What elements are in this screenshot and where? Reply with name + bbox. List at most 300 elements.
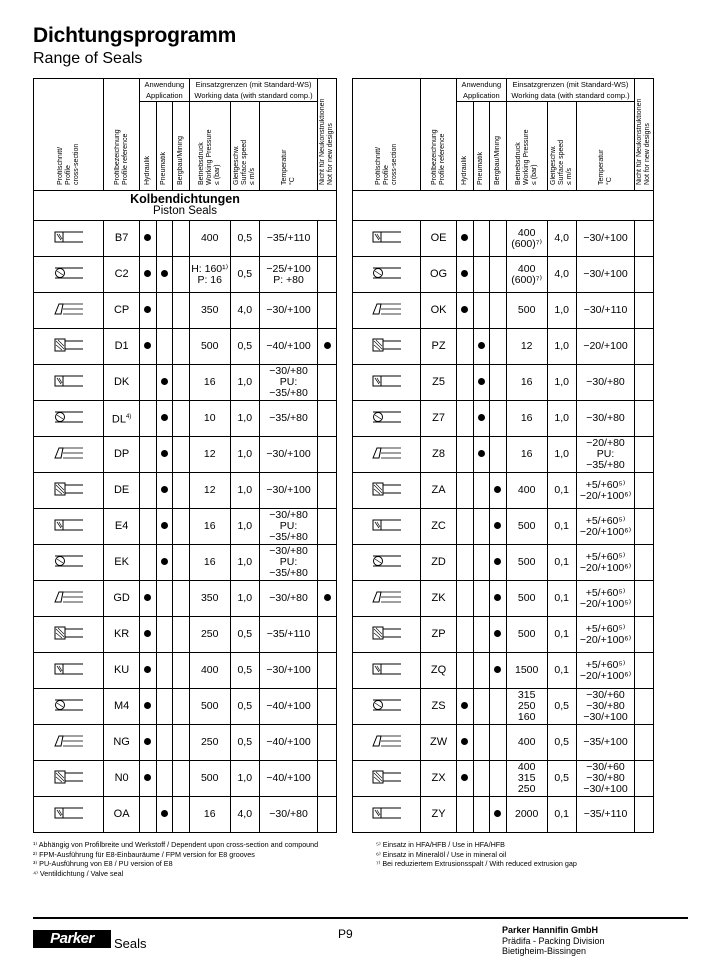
hydraulik-cell [140, 329, 156, 365]
pressure-cell: 400 (600)⁷⁾ [506, 257, 547, 293]
profile-reference: OG [429, 268, 448, 280]
indicator-dot [324, 342, 331, 349]
profile-reference: GD [113, 592, 130, 604]
profile-cell [353, 473, 421, 509]
mining-cell [490, 221, 507, 257]
table-row [353, 689, 654, 725]
seal-table-left [33, 78, 337, 833]
profile-cell [353, 689, 421, 725]
profile-cell [34, 761, 104, 797]
mining-seal-icon [370, 480, 404, 498]
new-designs-cell [318, 617, 337, 653]
mining-cell [490, 689, 507, 725]
profile-reference: N0 [114, 772, 129, 784]
pneumatik-cell [156, 437, 172, 473]
seal-table-right [352, 78, 654, 833]
logo-suffix: Seals [114, 936, 147, 951]
profile-cell [34, 689, 104, 725]
reference-cell [104, 365, 140, 401]
pressure-cell: 16 [189, 365, 230, 401]
profile-reference: KR [113, 628, 130, 640]
section-title-de: Kolbendichtungen [130, 192, 240, 206]
profile-cell [34, 509, 104, 545]
new-designs-cell [635, 545, 654, 581]
reference-footnote-mark: 4) [125, 413, 132, 420]
temperature-cell: −40/+100 [259, 761, 318, 797]
indicator-dot [161, 414, 168, 421]
profile-reference: ZX [431, 772, 446, 784]
profile-reference: Z5 [432, 376, 445, 388]
pressure-cell: 400 [506, 473, 547, 509]
table-row [34, 689, 337, 725]
profile-cell [34, 581, 104, 617]
indicator-dot [494, 810, 501, 817]
reference-cell [104, 437, 140, 473]
section-blank [353, 191, 654, 221]
hydraulik-cell [457, 581, 473, 617]
footnote: ⁶⁾ Einsatz in Mineralöl / Use in mineral oil [376, 849, 507, 859]
mining-cell [490, 797, 507, 833]
indicator-dot [494, 594, 501, 601]
mining-cell [173, 257, 190, 293]
footnote: ²⁾ FPM-Ausführung für E8-Einbauräume / FPM version for E8 grooves [33, 849, 255, 859]
col-ref-header: Profilbezeichnung Profile reference [421, 79, 457, 191]
speed-cell: 1,0 [230, 761, 259, 797]
profile-reference: ZQ [430, 664, 447, 676]
section-title-en: Piston Seals [153, 205, 217, 217]
heavy-duty-icon [370, 804, 404, 822]
profile-cell [353, 761, 421, 797]
pneumatik-cell [473, 329, 489, 365]
new-designs-cell [635, 437, 654, 473]
mining-cell [173, 365, 190, 401]
hydraulik-cell [457, 401, 473, 437]
mining-cell [173, 509, 190, 545]
pneumatik-cell [473, 401, 489, 437]
double-lip-icon [52, 372, 86, 390]
profile-reference: KU [113, 664, 130, 676]
profile-reference: Z7 [432, 412, 445, 424]
profile-reference: Z8 [432, 448, 445, 460]
hydraulik-cell [457, 761, 473, 797]
speed-cell: 1,0 [547, 329, 576, 365]
new-designs-cell [635, 221, 654, 257]
pressure-cell: 500 [189, 761, 230, 797]
profile-cell [34, 293, 104, 329]
reference-cell [421, 437, 457, 473]
indicator-dot [161, 558, 168, 565]
temperature-cell: −25/+100 P: +80 [259, 257, 318, 293]
speed-cell: 4,0 [230, 293, 259, 329]
pressure-cell: 500 [189, 329, 230, 365]
company-name: Parker Hannifin GmbH [502, 925, 599, 935]
profile-cell [353, 329, 421, 365]
hydraulik-cell [140, 473, 156, 509]
hook-seal-icon [370, 768, 404, 786]
mining-cell [173, 581, 190, 617]
table-row [34, 437, 337, 473]
reference-cell [421, 581, 457, 617]
mining-cell [490, 365, 507, 401]
pressure-cell: 16 [506, 365, 547, 401]
temperature-cell: −35/+110 [259, 221, 318, 257]
profile-cell [353, 653, 421, 689]
mining-cell [173, 725, 190, 761]
footnote: ⁴⁾ Ventildichtung / Valve seal [33, 868, 124, 878]
mining-cell [490, 617, 507, 653]
profile-reference: OK [430, 304, 447, 316]
pressure-cell: 1500 [506, 653, 547, 689]
profile-reference: ZD [431, 556, 446, 568]
profile-cell [34, 473, 104, 509]
small-lip-icon [370, 444, 404, 462]
pneumatik-cell [473, 689, 489, 725]
reference-cell [421, 221, 457, 257]
pressure-cell: 400 (600)⁷⁾ [506, 221, 547, 257]
profile-cell [34, 401, 104, 437]
col-mining-header: Bergbau/Mining [490, 102, 507, 191]
temperature-cell: −30/+80 PU: −35/+80 [259, 545, 318, 581]
col-temperature-header: Temperatur °C [259, 102, 318, 191]
pneumatik-cell [156, 365, 172, 401]
lip-seal-icon [52, 264, 86, 282]
temperature-cell: −30/+80 [576, 365, 635, 401]
pneumatik-cell [156, 473, 172, 509]
speed-cell: 0,5 [230, 725, 259, 761]
mining-cell [173, 617, 190, 653]
table-row [34, 401, 337, 437]
temperature-cell: +5/+60⁵⁾ −20/+100⁶⁾ [576, 545, 635, 581]
speed-cell: 0,1 [547, 797, 576, 833]
speed-cell: 0,1 [547, 581, 576, 617]
pressure-cell: 12 [189, 437, 230, 473]
pneumatik-cell [473, 581, 489, 617]
hydraulik-cell [457, 221, 473, 257]
pneumatik-cell [156, 221, 172, 257]
indicator-dot [461, 306, 468, 313]
new-designs-cell [318, 797, 337, 833]
indicator-dot [144, 702, 151, 709]
pneumatik-cell [473, 545, 489, 581]
col-temperature-header: Temperatur °C [576, 102, 635, 191]
footnote: ⁵⁾ Einsatz in HFA/HFB / Use in HFA/HFB [376, 840, 505, 849]
hydraulik-cell [457, 797, 473, 833]
pneumatik-cell [156, 581, 172, 617]
table-row [34, 545, 337, 581]
pneumatik-cell [473, 509, 489, 545]
pressure-cell: 500 [506, 617, 547, 653]
new-designs-cell [318, 689, 337, 725]
profile-cell [34, 257, 104, 293]
hydraulik-cell [140, 293, 156, 329]
col-pneumatik-header: Pneumatik [473, 102, 489, 191]
mining-cell [173, 689, 190, 725]
speed-cell: 0,5 [547, 761, 576, 797]
temperature-cell: −35/+110 [259, 617, 318, 653]
temperature-cell: −30/+100 [576, 221, 635, 257]
footnotes-right [376, 840, 577, 869]
profile-reference: DP [113, 448, 130, 460]
pneumatik-cell [473, 725, 489, 761]
temperature-cell: −30/+80 [576, 401, 635, 437]
pneumatik-cell [473, 473, 489, 509]
profile-reference: B7 [114, 232, 129, 244]
speed-cell: 0,5 [230, 617, 259, 653]
new-designs-cell [318, 725, 337, 761]
footnote: ³⁾ PU-Ausführung von E8 / PU version of E8 [33, 859, 173, 868]
reference-cell [104, 725, 140, 761]
table-row [34, 473, 337, 509]
pressure-cell: 16 [189, 545, 230, 581]
col-speed-header: Gleitgeschw. Surface speed ≤ m/s [547, 102, 576, 191]
v-packing-icon [52, 732, 86, 750]
indicator-dot [494, 666, 501, 673]
profile-cell [353, 293, 421, 329]
speed-cell: 0,5 [547, 689, 576, 725]
wiper-combo-icon [370, 732, 404, 750]
profile-reference: DK [113, 376, 130, 388]
profile-cell [34, 545, 104, 581]
profile-reference: ZS [431, 700, 446, 712]
footnote: ¹⁾ Abhängig von Profilbreite und Werkstoff / Dependent upon cross-section and compound [33, 840, 319, 849]
footnotes-left [33, 840, 318, 878]
valve-seal-icon [52, 408, 86, 426]
u-ring-icon [52, 588, 86, 606]
temperature-cell: −30/+80 PU: −35/+80 [259, 509, 318, 545]
pressure-cell: 500 [189, 689, 230, 725]
new-designs-cell [635, 617, 654, 653]
table-row [34, 293, 337, 329]
hydraulik-cell [457, 545, 473, 581]
hydraulik-cell [140, 221, 156, 257]
table-row [34, 797, 337, 833]
profile-cell [353, 401, 421, 437]
col-new-designs-header: Nicht für Neukonstruktionen Not for new designs [635, 79, 654, 191]
profile-reference: EK [114, 556, 129, 568]
mining-cell [490, 437, 507, 473]
compact-seal-icon [52, 516, 86, 534]
profile-cell [353, 581, 421, 617]
mining-seal-3-icon [370, 552, 404, 570]
hydraulik-cell [457, 653, 473, 689]
page-subtitle: Range of Seals [33, 50, 143, 67]
indicator-dot [461, 774, 468, 781]
table-row [353, 221, 654, 257]
pressure-cell: 500 [506, 581, 547, 617]
pressure-cell: 16 [189, 509, 230, 545]
pneumatik-cell [473, 797, 489, 833]
reference-cell [104, 545, 140, 581]
pneumatik-cell [156, 761, 172, 797]
profile-reference: ZW [429, 736, 448, 748]
company-block [502, 925, 605, 957]
profile-reference: OE [430, 232, 447, 244]
table-row [34, 617, 337, 653]
new-designs-cell [318, 653, 337, 689]
mining-cell [173, 761, 190, 797]
reference-cell [104, 293, 140, 329]
mining-cell [173, 221, 190, 257]
mining-cell [490, 545, 507, 581]
piston-seal-icon [52, 444, 86, 462]
cup-seal-icon [52, 552, 86, 570]
col-speed-header: Gleitgeschw. Surface speed ≤ m/s [230, 102, 259, 191]
profile-cell [34, 653, 104, 689]
thin-lip-icon [370, 336, 404, 354]
hydraulik-cell [140, 617, 156, 653]
new-designs-cell [635, 329, 654, 365]
profile-reference: PZ [431, 340, 446, 352]
reference-cell [421, 653, 457, 689]
hydraulik-cell [140, 761, 156, 797]
new-designs-cell [635, 689, 654, 725]
hydraulik-cell [457, 257, 473, 293]
pressure-cell: 400 [189, 653, 230, 689]
reference-cell [104, 473, 140, 509]
profile-cell [353, 437, 421, 473]
speed-cell: 0,1 [547, 545, 576, 581]
hydraulik-cell [140, 401, 156, 437]
speed-cell: 1,0 [230, 545, 259, 581]
reference-cell [104, 653, 140, 689]
indicator-dot [161, 486, 168, 493]
new-designs-cell [318, 761, 337, 797]
col-pneumatik-header: Pneumatik [156, 102, 172, 191]
hydraulik-cell [457, 329, 473, 365]
profile-cell [353, 509, 421, 545]
combo-seal-icon [52, 660, 86, 678]
new-designs-cell [635, 797, 654, 833]
profile-reference: OA [113, 808, 130, 820]
table-row [353, 257, 654, 293]
hydraulik-cell [140, 437, 156, 473]
fabric-ring-icon [52, 624, 86, 642]
temperature-cell: −30/+60 −30/+80 −30/+100 [576, 761, 635, 797]
profile-cell [353, 257, 421, 293]
table-row [353, 293, 654, 329]
mining-cell [173, 653, 190, 689]
hydraulik-cell [140, 689, 156, 725]
reference-cell [104, 329, 140, 365]
group-working-header: Einsatzgrenzen (mit Standard-WS) Working data (with standard comp.) [189, 79, 318, 102]
profile-reference: ZP [431, 628, 446, 640]
pressure-cell: 12 [189, 473, 230, 509]
profile-cell [353, 365, 421, 401]
speed-cell: 4,0 [547, 257, 576, 293]
pressure-cell: 315 250 160 [506, 689, 547, 725]
speed-cell: 0,1 [547, 653, 576, 689]
company-division: Prädifa - Packing Division [502, 935, 605, 946]
reference-cell [104, 689, 140, 725]
pneumatik-cell [473, 761, 489, 797]
page-title: Dichtungsprogramm [33, 24, 237, 47]
guide-ring-icon [370, 300, 404, 318]
pneumatik-cell [473, 221, 489, 257]
pressure-cell: 16 [189, 797, 230, 833]
indicator-dot [144, 738, 151, 745]
speed-cell: 0,1 [547, 617, 576, 653]
indicator-dot [478, 450, 485, 457]
mining-cell [490, 653, 507, 689]
hydraulik-cell [457, 473, 473, 509]
hydraulik-cell [457, 437, 473, 473]
temperature-cell: −30/+60 −30/+80 −30/+100 [576, 689, 635, 725]
temperature-cell: −30/+100 [259, 437, 318, 473]
mining-cell [490, 401, 507, 437]
indicator-dot [144, 666, 151, 673]
compact-set-icon [370, 696, 404, 714]
reference-cell [104, 401, 140, 437]
hydraulik-cell [457, 509, 473, 545]
reference-cell [421, 617, 457, 653]
reference-cell [421, 401, 457, 437]
rect-ring-icon [52, 228, 86, 246]
speed-cell: 1,0 [547, 401, 576, 437]
pressure-cell: 500 [506, 509, 547, 545]
reference-cell [421, 725, 457, 761]
new-designs-cell [635, 293, 654, 329]
new-designs-cell [635, 365, 654, 401]
table-row [353, 473, 654, 509]
new-designs-cell [318, 329, 337, 365]
indicator-dot [461, 270, 468, 277]
mining-cell [490, 581, 507, 617]
hydraulik-cell [140, 509, 156, 545]
temperature-cell: +5/+60⁵⁾ −20/+100⁵⁾ [576, 581, 635, 617]
speed-cell: 0,1 [547, 473, 576, 509]
hydraulik-cell [140, 545, 156, 581]
group-application-header: Anwendung Application [457, 79, 506, 102]
mining-cell [173, 473, 190, 509]
pressure-cell: 500 [506, 293, 547, 329]
col-ref-header: Profilbezeichnung Profile reference [104, 79, 140, 191]
speed-cell: 1,0 [547, 437, 576, 473]
reference-cell [104, 761, 140, 797]
table-row [353, 761, 654, 797]
speed-cell: 0,5 [547, 725, 576, 761]
table-row [34, 329, 337, 365]
hydraulik-cell [140, 797, 156, 833]
indicator-dot [144, 594, 151, 601]
mining-cell [173, 293, 190, 329]
hydraulik-cell [457, 725, 473, 761]
mining-seal-5-icon [370, 624, 404, 642]
oring-glyd-icon [370, 264, 404, 282]
pneumatik-cell [156, 653, 172, 689]
angled-lip-2-icon [370, 408, 404, 426]
new-designs-cell [318, 545, 337, 581]
pneumatik-cell [473, 293, 489, 329]
temperature-cell: −40/+100 [259, 689, 318, 725]
profile-reference: E4 [114, 520, 129, 532]
table-row [353, 401, 654, 437]
new-designs-cell [318, 581, 337, 617]
pneumatik-cell [473, 257, 489, 293]
indicator-dot [161, 810, 168, 817]
page-number: P9 [338, 927, 353, 941]
reference-cell [104, 221, 140, 257]
indicator-dot [461, 234, 468, 241]
mining-cell [490, 725, 507, 761]
hydraulik-cell [140, 725, 156, 761]
pressure-cell: 2000 [506, 797, 547, 833]
pneumatik-cell [156, 545, 172, 581]
table-row [34, 761, 337, 797]
mining-cell [173, 401, 190, 437]
table-row [34, 653, 337, 689]
pneumatik-cell [473, 653, 489, 689]
profile-cell [353, 617, 421, 653]
